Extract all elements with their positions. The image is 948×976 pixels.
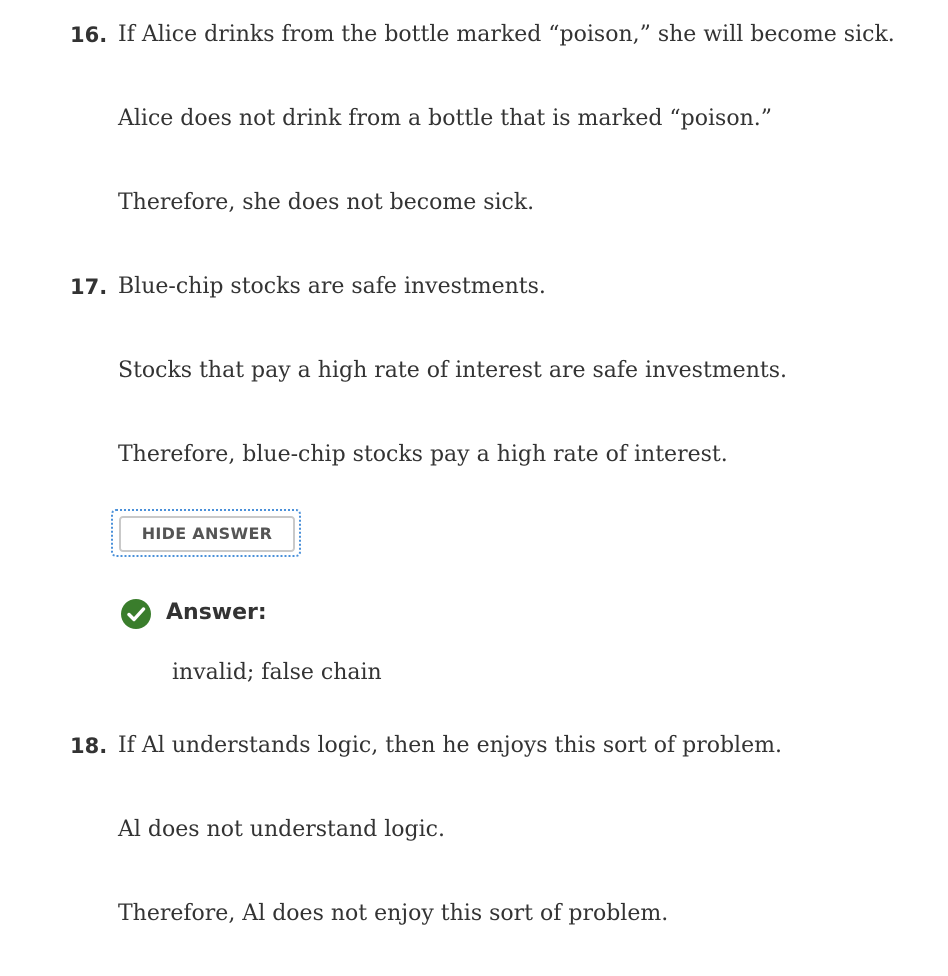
premise-1: If Al understands logic, then he enjoys this sort of problem.	[118, 733, 782, 758]
conclusion: Therefore, blue-chip stocks pay a high rate of interest.	[118, 442, 728, 467]
hide-answer-button[interactable]: HIDE ANSWER	[119, 516, 295, 552]
problem-number: 18.	[70, 734, 108, 758]
check-circle-icon	[120, 598, 152, 630]
conclusion: Therefore, Al does not enjoy this sort of problem.	[118, 901, 669, 926]
conclusion: Therefore, she does not become sick.	[118, 190, 535, 215]
problem-number: 16.	[70, 23, 108, 47]
hide-answer-focus-ring	[111, 509, 301, 557]
premise-2: Al does not understand logic.	[118, 817, 445, 842]
premise-2: Alice does not drink from a bottle that is marked “poison.”	[118, 106, 772, 131]
premise-1: Blue-chip stocks are safe investments.	[118, 274, 546, 299]
premise-1: If Alice drinks from the bottle marked “poison,” she will become sick.	[118, 22, 895, 47]
answer-label: Answer:	[166, 600, 267, 625]
answer-text: invalid; false chain	[172, 660, 382, 685]
premise-2: Stocks that pay a high rate of interest are safe investments.	[118, 358, 787, 383]
problem-number: 17.	[70, 275, 108, 299]
